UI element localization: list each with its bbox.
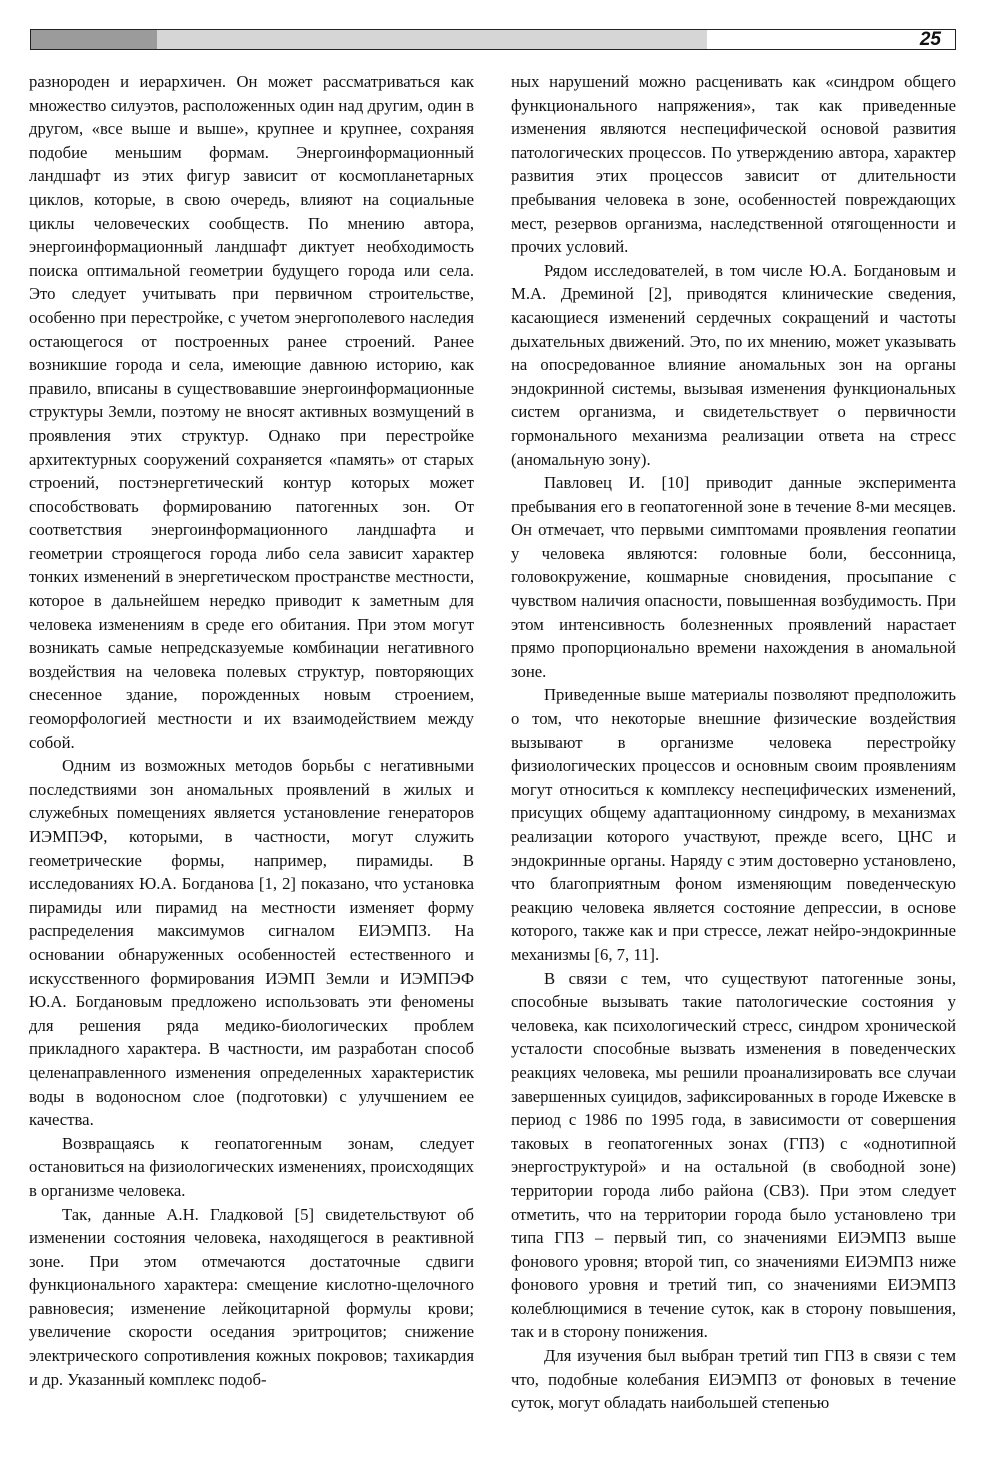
paragraph: Приведенные выше материалы позволяют предположить о том, что некоторые внешние физические воздействия вызывают в организме человека перестройку физиологических процессов и основным своим проявлениям могут относиться к комплексу неспецифических изменений, присущих общему адаптационному синдрому, в механизмах реализации которого участвуют, прежде всего, ЦНС и эндокринные органы. Наряду с этим достоверно установлено, что благоприятным фоном изменяющим поведенческую реакцию человека является состояние депрессии, в основе которого, также как и при стрессе, лежат нейро-эндокринные механизмы [6, 7, 11]. (511, 685, 956, 964)
paragraph: В связи с тем, что существуют патогенные зоны, способные вызывать такие патологические состояния у человека, как психологический стресс, синдром хронической усталости способные вызвать изменения в поведенческих реакциях человека, мы решили проанализировать все случаи завершенных суицидов, зафиксированных в городе Ижевске в период с 1986 по 1995 года, в зависимости от совершения таковых в геопатогенных зонах (ГПЗ) с «однотипной энергоструктурой» и на остальной (в свободной зоне) территории города либо района (СВЗ). При этом следует отметить, что на территории города было установлено три типа ГПЗ – первый тип, со значениями ЕИЭМПЗ выше фонового уровня; второй тип, со значениями ЕИЭМПЗ ниже фонового уровня и третий тип, со значениями ЕИЭМПЗ колеблющимися в течение суток, как в сторону повышения, так и в сторону понижения. (511, 968, 956, 1342)
right-column (511, 70, 956, 1415)
paragraph: Для изучения был выбран третий тип ГПЗ в связи с тем что, подобные колебания ЕИЭМПЗ от фоновых в течение суток, могут обладать наибольшей степенью (511, 1346, 956, 1413)
header-number-box (707, 30, 955, 49)
paragraph: ных нарушений можно расценивать как «синдром общего функционального напряжения», так как приведенные изменения являются неспецифической основой развития патологических процессов. По утверждению автора, характер развития этих процессов зависит от длительности пребывания человека в зоне, особенностей повреждающих мест, резервов организма, наследственной отягощенности и прочих условий. (511, 72, 956, 257)
paragraph: Возвращаясь к геопатогенным зонам, следует остановиться на физиологических изменениях, происходящих в организме человека. (29, 1133, 474, 1200)
paragraph: разнороден и иерархичен. Он может рассматриваться как множество силуэтов, расположенных один над другим, один в другом, «все выше и выше», крупнее и крупнее, сохраняя подобие меньшим формам. Энергоинформационный ландшафт из этих фигур зависит от космопланетарных циклов, которые, в свою очередь, влияют на социальные циклы человеческих сообществ. По мнению автора, энергоинформационный ландшафт диктует необходимость поиска оптимальной геометрии будущего города или села. Это следует учитывать при первичном строительстве, особенно при перестройке, с учетом энергополевого наследия остающегося от построенных ранее строений. Ранее возникшие города и села, имеющие давнюю историю, как правило, вписаны в существовавшие энергоинформационные структуры Земли, поэтому не вносят активных возмущений в проявления этих структур. Однако при перестройке архитектурных сооружений сохраняется «память» от старых строений, постэнергетический контур которых может способствовать формированию патогенных зон. От соответствия энергоинформационного ландшафта и геометрии строящегося города либо села зависит характер тонких изменений в энергетическом пространстве местности, которое в дальнейшем нередко приводит к заметным для человека изменениям в среде его обитания. При этом могут возникать самые непредсказуемые комбинации негативного воздействия на человека полевых структур, повторяющих снесенное здание, порожденных новым строением, геоморфологией местности и их взаимодействием между собой. (29, 72, 474, 752)
paragraph: Павловец И. [10] приводит данные эксперимента пребывания его в геопатогенной зоне в течение 8-ми месяцев. Он отмечает, что первыми симптомами проявления геопатии у человека являются: головные боли, бессонница, головокружение, кошмарные сновидения, просыпание с чувством наличия опасности, повышенная возбудимость. При этом интенсивность болезненных проявлений нарастает прямо пропорционально времени нахождения в аномальной зоне. (511, 473, 956, 681)
running-header-bar (30, 29, 956, 50)
paragraph: Так, данные А.Н. Гладковой [5] свидетельствуют об изменении состояния человека, находящегося в реактивной зоне. При этом отмечаются достаточные сдвиги функционального характера: смещение кислотно-щелочного равновесия; изменение лейкоцитарной формулы крови; увеличение скорости оседания эритроцитов; снижение электрического сопротивления кожных покровов; тахикардия и др. Указанный комплекс подоб- (29, 1204, 474, 1389)
paragraph: Одним из возможных методов борьбы с негативными последствиями зон аномальных проявлений в жилых и служебных помещениях является установление генераторов ИЭМПЭФ, которыми, в частности, могут служить геометрические формы, например, пирамиды. В исследованиях Ю.А. Богданова [1, 2] показано, что установка пирамиды или пирамид на местности изменяет форму распределения максимумов сигналом ЕИЭМПЗ. На основании обнаруженных особенностей естественного и искусственного формирования ИЭМП Земли и ИЭМПЭФ Ю.А. Богдановым предложено использовать эти феномены для решения ряда медико-биологических проблем прикладного характера. В частности, им разработан способ целенаправленного изменения определенных характеристик воды в водоносном слое (подготовки) с улучшением ее качества. (29, 756, 474, 1130)
left-column (29, 70, 474, 1391)
header-light-segment (157, 30, 707, 49)
header-dark-segment (31, 30, 157, 49)
paragraph: Рядом исследователей, в том числе Ю.А. Богдановым и М.А. Дреминой [2], приводятся клинические сведения, касающиеся изменений сердечных сокращений и частоты дыхательных движений. Это, по их мнению, может указывать на опосредованное влияние аномальных зон на органы эндокринной системы, вызывая изменения функциональных систем организма, и свидетельствует о первичности гормонального механизма реализации ответа на стресс (аномальную зону). (511, 260, 956, 469)
page-number: 25 (919, 29, 941, 50)
